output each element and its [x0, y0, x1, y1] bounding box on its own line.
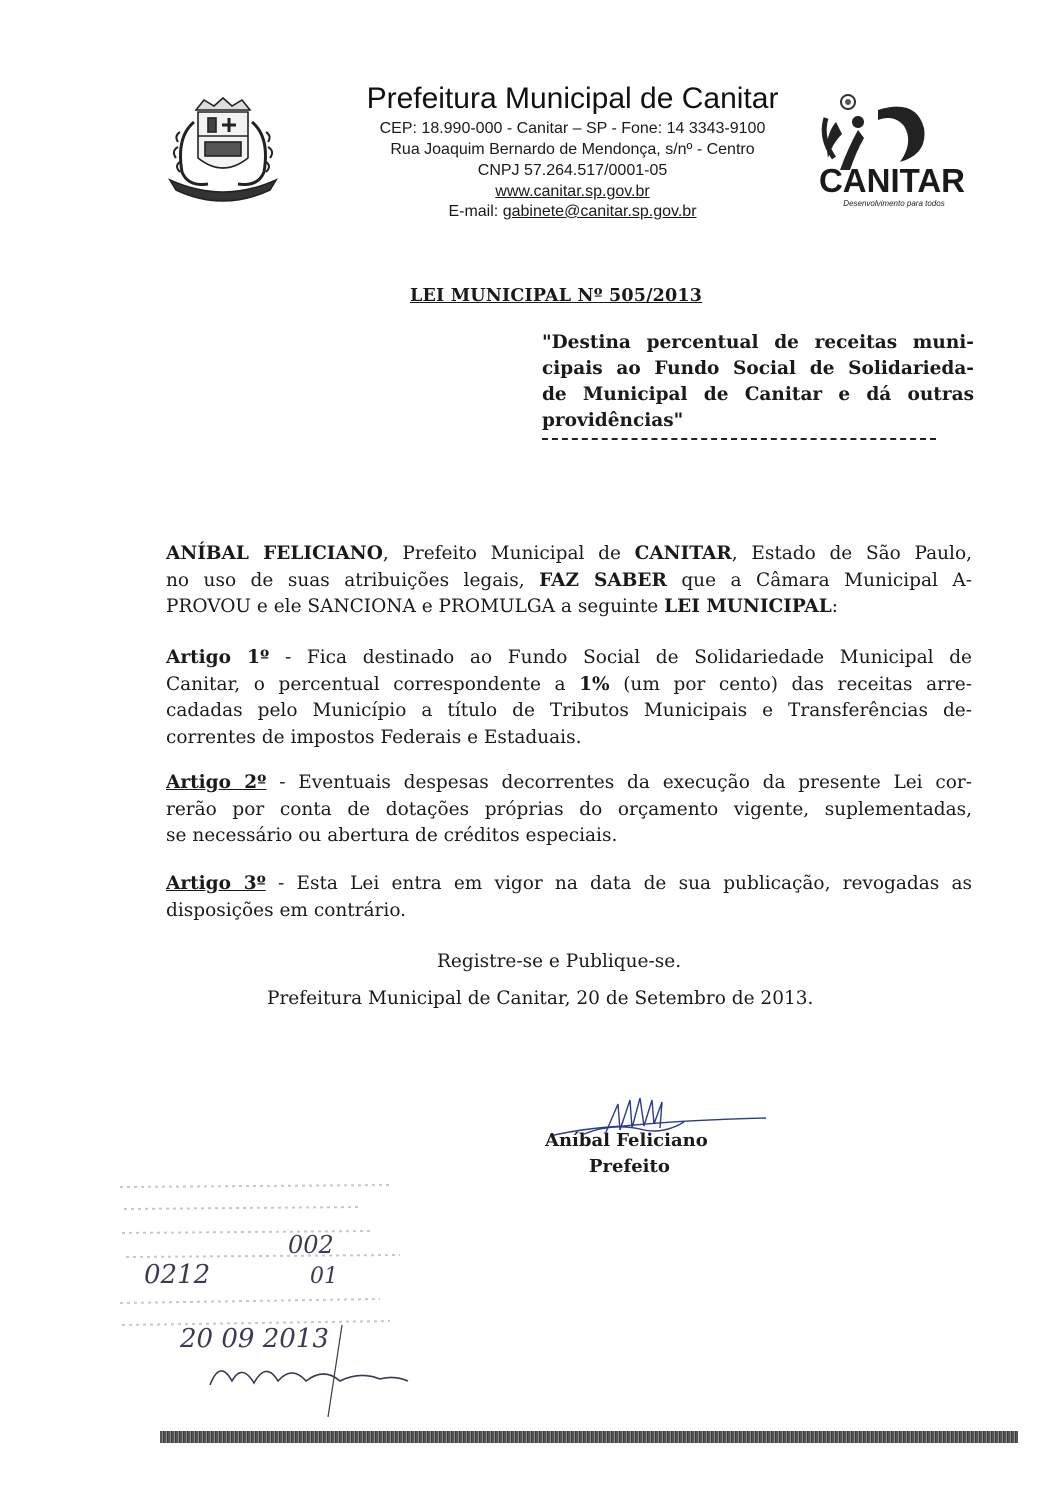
article-1-label: Artigo 1º	[166, 647, 270, 668]
protocol-stamp-icon	[110, 1175, 420, 1425]
closing-line: Registre-se e Publique-se.	[437, 951, 682, 972]
header-email-line	[300, 203, 845, 221]
logo-wordmark: CANITAR	[818, 162, 966, 199]
header-title: Prefeitura Municipal de Canitar	[366, 82, 779, 115]
stamp-handwritten-number: 0212	[144, 1260, 211, 1290]
stamp-handwritten-number: 002	[288, 1231, 334, 1259]
header-website-link[interactable]: www.canitar.sp.gov.br	[495, 183, 650, 200]
intro-paragraph: ANÍBAL FELICIANO, Prefeito Municipal de CANITAR, Estado de São Paulo, no uso de suas atribuições legais, FAZ SABER que a Câmara Municipal A- PROVOU e ele SANCIONA e PROMULGA a seguinte LEI MUNICIPAL:	[166, 543, 972, 618]
ementa-line: "Destina percentual de receitas muni-	[542, 332, 974, 353]
city-name: CANITAR	[634, 543, 732, 564]
signatory-role: Prefeito	[589, 1156, 670, 1177]
article-3: Artigo 3º - Esta Lei entra em vigor na data de sua publicação, revogadas as disposições em contrário.	[166, 873, 972, 921]
email-label: E-mail:	[448, 203, 503, 220]
ementa	[542, 330, 974, 434]
stamp-handwritten-number: 01	[310, 1264, 338, 1289]
signatory-name: Aníbal Feliciano	[545, 1130, 708, 1151]
coat-of-arms-icon	[158, 92, 288, 207]
article-2: Artigo 2º - Eventuais despesas decorrentes da execução da presente Lei cor- rerão por conta de dotações próprias do orçamento vigente, suplementadas, se necessário ou abertura de créditos especiais.	[166, 772, 972, 847]
place-date-line: Prefeitura Municipal de Canitar, 20 de Setembro de 2013.	[267, 988, 814, 1009]
logo-tagline: Desenvolvimento para todos	[843, 199, 945, 208]
ementa-divider	[542, 438, 936, 440]
ementa-line: cipais ao Fundo Social de Solidarieda-	[542, 358, 974, 379]
header-cep-line: CEP: 18.990-000 - Canitar – SP - Fone: 14 3343-9100	[379, 120, 766, 137]
law-title: LEI MUNICIPAL Nº 505/2013	[410, 286, 703, 306]
header-cnpj-line: CNPJ 57.264.517/0001-05	[477, 162, 668, 179]
canitar-logo-icon	[796, 88, 986, 213]
header-address-line: Rua Joaquim Bernardo de Mendonça, s/nº - Centro	[390, 141, 755, 158]
mayor-name: ANÍBAL FELICIANO	[166, 543, 383, 564]
ementa-line: de Municipal de Canitar e dá outras	[542, 384, 974, 405]
article-1: Artigo 1º - Fica destinado ao Fundo Social de Solidariedade Municipal de Canitar, o percentual correspondente a 1% (um por cento) das receitas arre- cadadas pelo Município a título de Tributos Municipais e Transferências de- correntes de impostos Federais e Estaduais.	[166, 647, 973, 749]
ementa-line: providências"	[542, 410, 684, 431]
article-3-label: Artigo 3º	[166, 873, 266, 894]
email-link[interactable]: gabinete@canitar.sp.gov.br	[502, 203, 697, 220]
stamp-handwritten-date: 20 09 2013	[180, 1324, 329, 1354]
article-2-label: Artigo 2º	[166, 772, 267, 793]
footer-bar	[160, 1431, 1018, 1443]
